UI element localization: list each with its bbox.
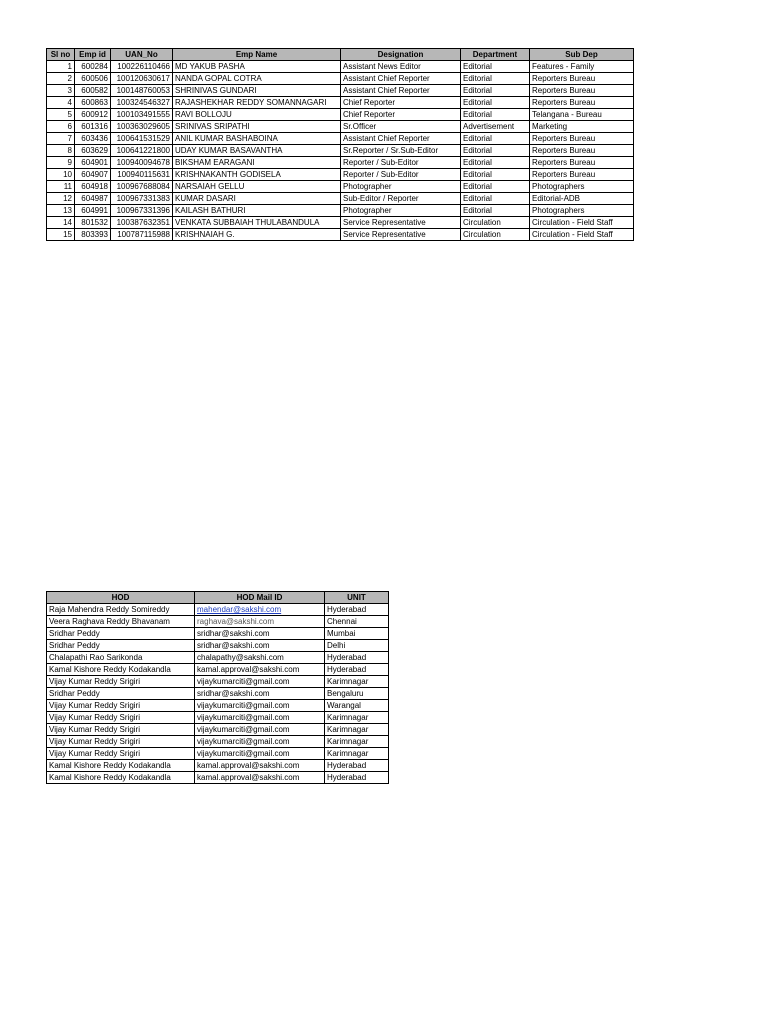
cell-designation: Assistant Chief Reporter	[341, 133, 461, 145]
cell-hod-mail-id: kamal.approval@sakshi.com	[195, 760, 325, 772]
cell-sub-dep: Features - Family	[530, 61, 634, 73]
cell-uan-no: 100148760053	[111, 85, 173, 97]
cell-hod: Sridhar Peddy	[47, 688, 195, 700]
cell-emp-name: VENKATA SUBBAIAH THULABANDULA	[173, 217, 341, 229]
cell-sub-dep: Photographers	[530, 181, 634, 193]
cell-hod-mail-id: sridhar@sakshi.com	[195, 688, 325, 700]
cell-designation: Service Representative	[341, 217, 461, 229]
cell-unit: Karimnagar	[325, 676, 389, 688]
cell-hod: Vijay Kumar Reddy Srigiri	[47, 736, 195, 748]
header-hod: HOD	[47, 592, 195, 604]
cell-sub-dep: Reporters Bureau	[530, 85, 634, 97]
employee-header-row	[47, 49, 634, 61]
cell-hod-mail-id: vijaykumarciti@gmail.com	[195, 712, 325, 724]
cell-uan-no: 100967331383	[111, 193, 173, 205]
cell-department: Circulation	[461, 217, 530, 229]
cell-hod-mail-id: vijaykumarciti@gmail.com	[195, 724, 325, 736]
cell-hod-mail-id: raghava@sakshi.com	[195, 616, 325, 628]
cell-sl-no: 7	[47, 133, 75, 145]
table-row	[47, 760, 389, 772]
header-unit: UNIT	[325, 592, 389, 604]
hod-header-row	[47, 592, 389, 604]
cell-department: Circulation	[461, 229, 530, 241]
table-row	[47, 73, 634, 85]
cell-sl-no: 11	[47, 181, 75, 193]
cell-sub-dep: Photographers	[530, 205, 634, 217]
cell-designation: Photographer	[341, 181, 461, 193]
table-row	[47, 181, 634, 193]
cell-sl-no: 4	[47, 97, 75, 109]
cell-uan-no: 100387632351	[111, 217, 173, 229]
cell-hod: Chalapathi Rao Sarikonda	[47, 652, 195, 664]
table-row	[47, 61, 634, 73]
cell-emp-id: 600863	[75, 97, 111, 109]
table-row	[47, 664, 389, 676]
cell-emp-name: RAJASHEKHAR REDDY SOMANNAGARI	[173, 97, 341, 109]
cell-emp-name: MD YAKUB PASHA	[173, 61, 341, 73]
cell-unit: Karimnagar	[325, 736, 389, 748]
cell-designation: Assistant Chief Reporter	[341, 85, 461, 97]
cell-department: Editorial	[461, 181, 530, 193]
cell-emp-name: BIKSHAM EARAGANI	[173, 157, 341, 169]
cell-department: Editorial	[461, 157, 530, 169]
cell-unit: Bengaluru	[325, 688, 389, 700]
cell-unit: Hyderabad	[325, 664, 389, 676]
cell-emp-id: 600912	[75, 109, 111, 121]
cell-department: Editorial	[461, 97, 530, 109]
cell-unit: Warangal	[325, 700, 389, 712]
cell-sl-no: 14	[47, 217, 75, 229]
cell-sl-no: 1	[47, 61, 75, 73]
cell-department: Editorial	[461, 193, 530, 205]
cell-hod-mail-id: vijaykumarciti@gmail.com	[195, 736, 325, 748]
cell-emp-name: KUMAR DASARI	[173, 193, 341, 205]
cell-hod: Vijay Kumar Reddy Srigiri	[47, 712, 195, 724]
cell-uan-no: 100967331396	[111, 205, 173, 217]
table-row	[47, 217, 634, 229]
cell-sub-dep: Circulation - Field Staff	[530, 229, 634, 241]
cell-sub-dep: Reporters Bureau	[530, 169, 634, 181]
table-row	[47, 229, 634, 241]
cell-department: Editorial	[461, 61, 530, 73]
cell-uan-no: 100103491555	[111, 109, 173, 121]
cell-designation: Reporter / Sub-Editor	[341, 157, 461, 169]
cell-hod-mail-id: vijaykumarciti@gmail.com	[195, 700, 325, 712]
table-row	[47, 604, 389, 616]
employee-table	[46, 48, 634, 241]
cell-designation: Sub-Editor / Reporter	[341, 193, 461, 205]
header-emp-id: Emp id	[75, 49, 111, 61]
cell-sl-no: 13	[47, 205, 75, 217]
cell-sl-no: 12	[47, 193, 75, 205]
cell-designation: Reporter / Sub-Editor	[341, 169, 461, 181]
cell-hod: Vijay Kumar Reddy Srigiri	[47, 724, 195, 736]
cell-emp-name: UDAY KUMAR BASAVANTHA	[173, 145, 341, 157]
cell-uan-no: 100226110466	[111, 61, 173, 73]
table-row	[47, 205, 634, 217]
cell-designation: Chief Reporter	[341, 109, 461, 121]
table-row	[47, 640, 389, 652]
cell-sl-no: 3	[47, 85, 75, 97]
cell-hod-mail-id	[195, 604, 325, 616]
cell-emp-id: 601316	[75, 121, 111, 133]
cell-hod: Veera Raghava Reddy Bhavanam	[47, 616, 195, 628]
cell-sl-no: 15	[47, 229, 75, 241]
cell-designation: Photographer	[341, 205, 461, 217]
table-row	[47, 85, 634, 97]
header-designation: Designation	[341, 49, 461, 61]
header-emp-name: Emp Name	[173, 49, 341, 61]
cell-designation: Sr.Officer	[341, 121, 461, 133]
cell-sl-no: 10	[47, 169, 75, 181]
cell-sub-dep: Reporters Bureau	[530, 133, 634, 145]
cell-sub-dep: Circulation - Field Staff	[530, 217, 634, 229]
cell-emp-name: RAVI BOLLOJU	[173, 109, 341, 121]
cell-department: Advertisement	[461, 121, 530, 133]
header-department: Department	[461, 49, 530, 61]
table-row	[47, 109, 634, 121]
cell-sub-dep: Marketing	[530, 121, 634, 133]
table-row	[47, 688, 389, 700]
cell-emp-name: ANIL KUMAR BASHABOINA	[173, 133, 341, 145]
header-uan-no: UAN_No	[111, 49, 173, 61]
cell-unit: Karimnagar	[325, 712, 389, 724]
cell-emp-id: 603436	[75, 133, 111, 145]
cell-unit: Hyderabad	[325, 760, 389, 772]
cell-emp-id: 600284	[75, 61, 111, 73]
mail-link[interactable]: mahendar@sakshi.com	[197, 605, 282, 614]
cell-hod-mail-id: chalapathy@sakshi.com	[195, 652, 325, 664]
hod-table	[46, 591, 389, 784]
cell-unit: Hyderabad	[325, 772, 389, 784]
table-row	[47, 652, 389, 664]
cell-emp-name: NANDA GOPAL COTRA	[173, 73, 341, 85]
cell-emp-id: 604907	[75, 169, 111, 181]
cell-emp-id: 600582	[75, 85, 111, 97]
cell-hod: Sridhar Peddy	[47, 628, 195, 640]
table-row	[47, 169, 634, 181]
header-sl-no: Sl no	[47, 49, 75, 61]
table-row	[47, 712, 389, 724]
table-row	[47, 97, 634, 109]
cell-emp-id: 600506	[75, 73, 111, 85]
table-row	[47, 724, 389, 736]
cell-unit: Karimnagar	[325, 724, 389, 736]
cell-emp-id: 604918	[75, 181, 111, 193]
cell-sl-no: 8	[47, 145, 75, 157]
table-row	[47, 121, 634, 133]
cell-sub-dep: Reporters Bureau	[530, 73, 634, 85]
table-row	[47, 748, 389, 760]
cell-unit: Chennai	[325, 616, 389, 628]
table-row	[47, 145, 634, 157]
table-row	[47, 133, 634, 145]
cell-uan-no: 100940115631	[111, 169, 173, 181]
cell-designation: Assistant News Editor	[341, 61, 461, 73]
cell-hod: Vijay Kumar Reddy Srigiri	[47, 748, 195, 760]
cell-sub-dep: Reporters Bureau	[530, 145, 634, 157]
cell-uan-no: 100967688084	[111, 181, 173, 193]
table-row	[47, 193, 634, 205]
cell-unit: Delhi	[325, 640, 389, 652]
cell-unit: Mumbai	[325, 628, 389, 640]
cell-uan-no: 100787115988	[111, 229, 173, 241]
cell-hod-mail-id: vijaykumarciti@gmail.com	[195, 748, 325, 760]
cell-hod: Kamal Kishore Reddy Kodakandla	[47, 772, 195, 784]
cell-hod: Vijay Kumar Reddy Srigiri	[47, 700, 195, 712]
cell-designation: Assistant Chief Reporter	[341, 73, 461, 85]
cell-sub-dep: Reporters Bureau	[530, 97, 634, 109]
cell-uan-no: 100940094678	[111, 157, 173, 169]
cell-emp-name: SRINIVAS SRIPATHI	[173, 121, 341, 133]
cell-emp-name: KAILASH BATHURI	[173, 205, 341, 217]
cell-sl-no: 6	[47, 121, 75, 133]
cell-sub-dep: Editorial-ADB	[530, 193, 634, 205]
cell-emp-id: 604987	[75, 193, 111, 205]
cell-department: Editorial	[461, 205, 530, 217]
cell-unit: Hyderabad	[325, 604, 389, 616]
cell-designation: Service Representative	[341, 229, 461, 241]
cell-uan-no: 100324546327	[111, 97, 173, 109]
cell-department: Editorial	[461, 133, 530, 145]
cell-emp-id: 603629	[75, 145, 111, 157]
cell-department: Editorial	[461, 169, 530, 181]
cell-emp-id: 604901	[75, 157, 111, 169]
cell-department: Editorial	[461, 145, 530, 157]
cell-emp-name: SHRINIVAS GUNDARI	[173, 85, 341, 97]
header-sub-dep: Sub Dep	[530, 49, 634, 61]
cell-department: Editorial	[461, 73, 530, 85]
table-row	[47, 628, 389, 640]
cell-hod-mail-id: sridhar@sakshi.com	[195, 628, 325, 640]
cell-sub-dep: Reporters Bureau	[530, 157, 634, 169]
cell-department: Editorial	[461, 85, 530, 97]
table-row	[47, 772, 389, 784]
cell-hod: Kamal Kishore Reddy Kodakandla	[47, 664, 195, 676]
cell-hod: Vijay Kumar Reddy Srigiri	[47, 676, 195, 688]
cell-hod: Kamal Kishore Reddy Kodakandla	[47, 760, 195, 772]
cell-emp-id: 604991	[75, 205, 111, 217]
cell-unit: Hyderabad	[325, 652, 389, 664]
cell-designation: Sr.Reporter / Sr.Sub-Editor	[341, 145, 461, 157]
table-row	[47, 736, 389, 748]
cell-hod: Sridhar Peddy	[47, 640, 195, 652]
cell-emp-id: 803393	[75, 229, 111, 241]
cell-uan-no: 100363029605	[111, 121, 173, 133]
cell-sl-no: 2	[47, 73, 75, 85]
cell-hod-mail-id: sridhar@sakshi.com	[195, 640, 325, 652]
table-row	[47, 616, 389, 628]
cell-sub-dep: Telangana - Bureau	[530, 109, 634, 121]
table-row	[47, 676, 389, 688]
cell-unit: Karimnagar	[325, 748, 389, 760]
cell-uan-no: 100641531529	[111, 133, 173, 145]
cell-sl-no: 5	[47, 109, 75, 121]
cell-uan-no: 100641221800	[111, 145, 173, 157]
cell-hod-mail-id: vijaykumarciti@gmail.com	[195, 676, 325, 688]
table-row	[47, 700, 389, 712]
table-row	[47, 157, 634, 169]
cell-uan-no: 100120630617	[111, 73, 173, 85]
cell-sl-no: 9	[47, 157, 75, 169]
cell-emp-name: KRISHNAKANTH GODISELA	[173, 169, 341, 181]
cell-designation: Chief Reporter	[341, 97, 461, 109]
header-hod-mail-id: HOD Mail ID	[195, 592, 325, 604]
cell-emp-name: NARSAIAH GELLU	[173, 181, 341, 193]
cell-emp-name: KRISHNAIAH G.	[173, 229, 341, 241]
cell-hod-mail-id: kamal.approval@sakshi.com	[195, 772, 325, 784]
cell-department: Editorial	[461, 109, 530, 121]
cell-hod: Raja Mahendra Reddy Somireddy	[47, 604, 195, 616]
cell-hod-mail-id: kamal.approval@sakshi.com	[195, 664, 325, 676]
cell-emp-id: 801532	[75, 217, 111, 229]
